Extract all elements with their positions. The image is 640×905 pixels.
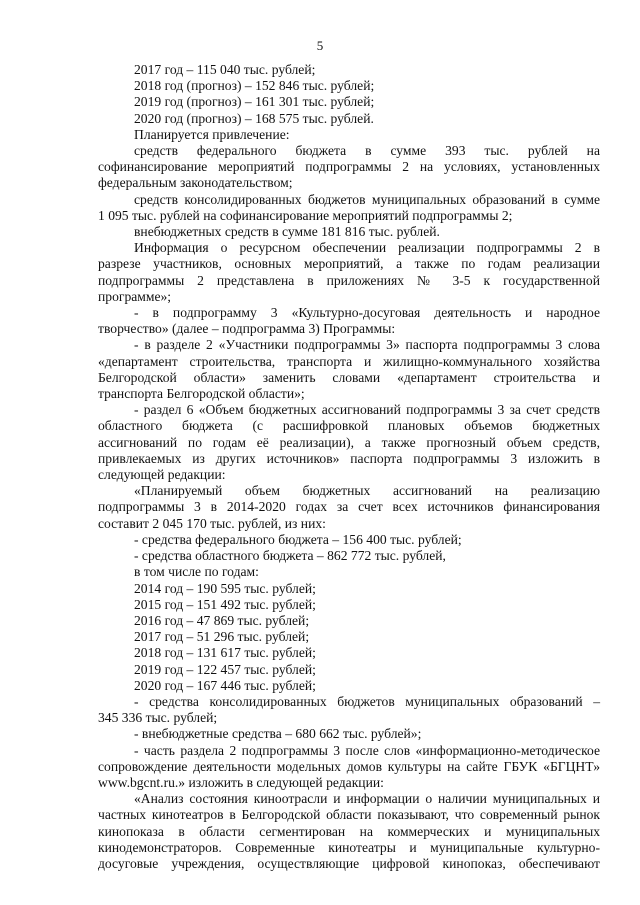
text-line: частных кинотеатров в Белгородской области показывают, что современный рынок <box>98 807 600 823</box>
text-line: составит 2 045 170 тыс. рублей, из них: <box>98 515 326 531</box>
text-line: 2020 год (прогноз) – 168 575 тыс. рублей. <box>134 110 374 126</box>
text-line: 2017 год – 51 296 тыс. рублей; <box>134 629 310 645</box>
text-line: подпрограммы 2 представлена в приложениях № 3-5 к государственной <box>98 272 600 288</box>
text-line: федеральным законодательством; <box>98 175 293 191</box>
page-number: 5 <box>316 38 324 53</box>
text-line: 2019 год (прогноз) – 161 301 тыс. рублей; <box>134 94 375 110</box>
text-line: 2018 год (прогноз) – 152 846 тыс. рублей; <box>134 78 375 94</box>
text-line: кинопоказа в области сегментирован на коммерческих и муниципальных <box>98 823 600 839</box>
text-line: средств консолидированных бюджетов муниципальных образований в сумме <box>134 191 600 207</box>
text-line: 2015 год – 151 492 тыс. рублей; <box>134 596 316 612</box>
text-line: - в подпрограмму 3 «Культурно-досуговая деятельность и народное <box>134 305 600 321</box>
text-line: разрезе участников, основных мероприятий, а также по годам реализации <box>98 256 600 272</box>
text-line: областного бюджета (с расшифровкой плановых объемов бюджетных <box>98 418 600 434</box>
text-line: 1 095 тыс. рублей на софинансирование мероприятий подпрограммы 2; <box>98 207 513 223</box>
text-line: подпрограммы 3 в 2014-2020 годах за счет всех источников финансирования <box>98 499 600 515</box>
text-line: привлекаемых из других источников» паспорта подпрограммы 3 изложить в <box>98 450 600 466</box>
text-line: сопровождение деятельности модельных домов культуры на сайте ГБУК «БГЦНТ» <box>98 758 600 774</box>
text-line: - в разделе 2 «Участники подпрограммы 3» паспорта подпрограммы 3 слова <box>134 337 600 353</box>
text-line: - раздел 6 «Объем бюджетных ассигнований подпрограммы 3 за счет средств <box>134 402 600 418</box>
text-line: ассигнований по годам её реализации), а также прогнозный объем средств, <box>98 434 600 450</box>
text-line: - внебюджетные средства – 680 662 тыс. рублей»; <box>134 726 422 742</box>
text-line: 345 336 тыс. рублей; <box>98 710 218 726</box>
text-line: - часть раздела 2 подпрограммы 3 после слов «информационно-методическое <box>134 742 600 758</box>
text-line: в том числе по годам: <box>134 564 259 580</box>
text-line: внебюджетных средств в сумме 181 816 тыс. рублей. <box>134 224 440 240</box>
text-line: следующей редакции: <box>98 467 226 483</box>
text-line: кинодемонстраторов. Современные кинотеатры и муниципальные культурно- <box>98 839 600 855</box>
text-line: софинансирование мероприятий подпрограммы 2 на условиях, установленных <box>98 159 600 175</box>
text-line: www.bgcnt.ru.» изложить в следующей редакции: <box>98 774 384 790</box>
text-line: 2016 год – 47 869 тыс. рублей; <box>134 612 310 628</box>
text-line: программе»; <box>98 288 172 304</box>
text-line: - средства консолидированных бюджетов муниципальных образований – <box>134 693 600 709</box>
text-line: Информация о ресурсном обеспечении реализации подпрограммы 2 в <box>134 240 600 256</box>
text-line: 2018 год – 131 617 тыс. рублей; <box>134 645 316 661</box>
text-line: досуговые учреждения, осуществляющие цифровой кинопоказ, обеспечивают <box>98 855 600 871</box>
document-body <box>98 62 600 872</box>
text-line: 2017 год – 115 040 тыс. рублей; <box>134 62 316 77</box>
text-line: творчество» (далее – подпрограмма 3) Программы: <box>98 321 396 337</box>
text-line: транспорта Белгородской области»; <box>98 386 305 402</box>
text-line: 2019 год – 122 457 тыс. рублей; <box>134 661 316 677</box>
text-line: Планируется привлечение: <box>134 126 290 142</box>
text-line: 2014 год – 190 595 тыс. рублей; <box>134 580 316 596</box>
text-line: средств федерального бюджета в сумме 393 тыс. рублей на <box>134 143 600 159</box>
text-line: 2020 год – 167 446 тыс. рублей; <box>134 677 316 693</box>
text-line: «Анализ состояния киноотрасли и информации о наличии муниципальных и <box>134 791 600 807</box>
text-line: - средства федерального бюджета – 156 400 тыс. рублей; <box>134 531 462 547</box>
text-line: «Планируемый объем бюджетных ассигнований на реализацию <box>134 483 600 499</box>
text-line: - средства областного бюджета – 862 772 тыс. рублей, <box>134 548 446 564</box>
text-line: Белгородской области» заменить словами «департамент строительства и <box>98 369 600 385</box>
text-line: «департамент строительства, транспорта и жилищно-коммунального хозяйства <box>98 353 600 369</box>
